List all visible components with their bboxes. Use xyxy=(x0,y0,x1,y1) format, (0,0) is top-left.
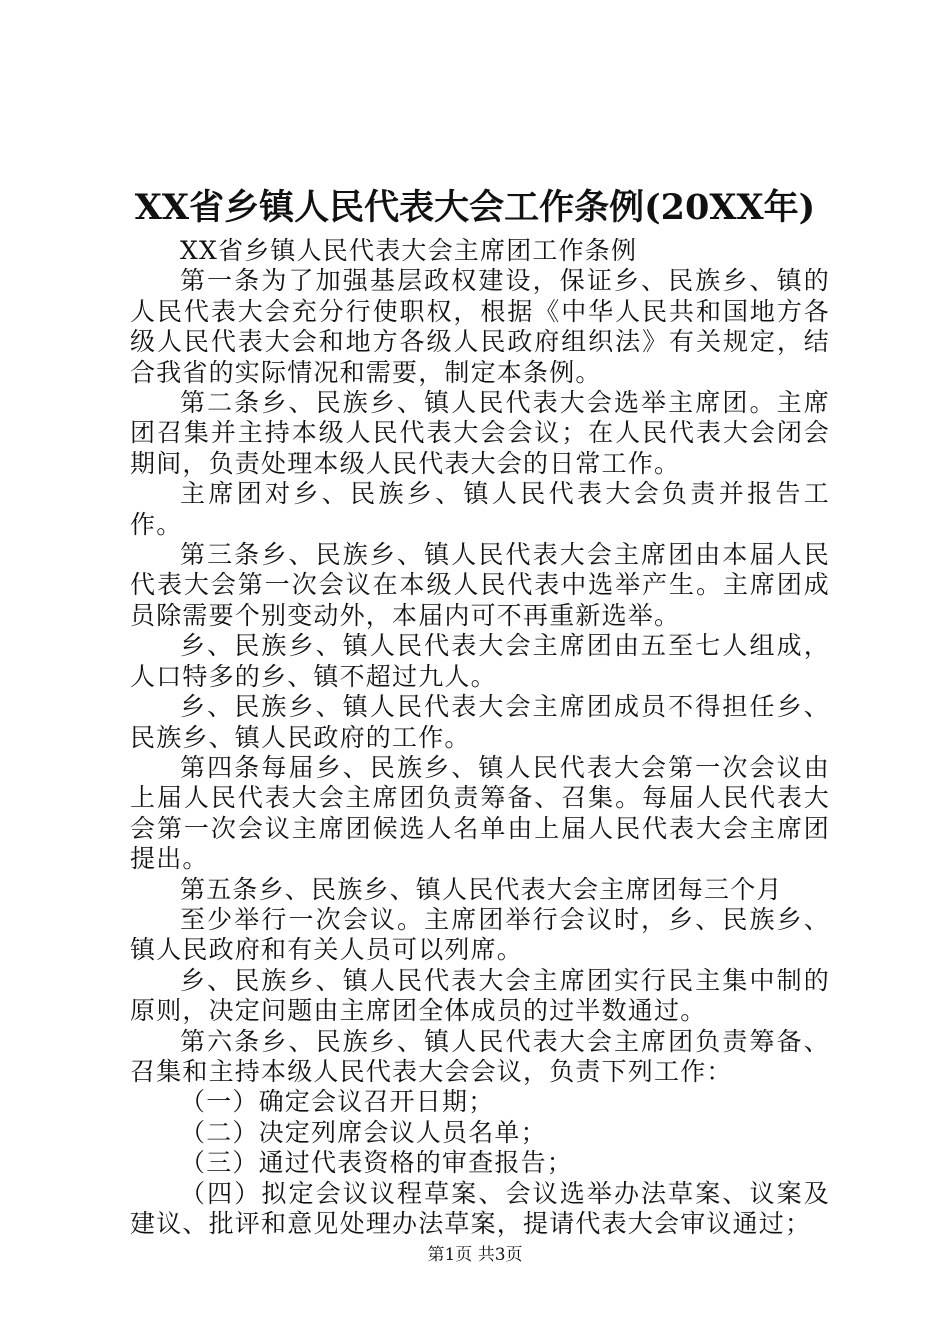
page-number-footer: 第1页 共3页 xyxy=(427,1245,523,1265)
article-3-clause-3-paragraph: 乡、民族乡、镇人民代表大会主席团成员不得担任乡、民族乡、镇人民政府的工作。 xyxy=(130,692,830,752)
document-body xyxy=(130,236,830,1239)
article-2-clause-paragraph: 主席团对乡、民族乡、镇人民代表大会负责并报告工作。 xyxy=(130,479,830,539)
article-6-paragraph: 第六条乡、民族乡、镇人民代表大会主席团负责筹备、召集和主持本级人民代表大会会议，负责下列工作： xyxy=(130,1026,830,1086)
document-title: XX省乡镇人民代表大会工作条例(20XX年) xyxy=(134,187,816,228)
subtitle-paragraph: XX省乡镇人民代表大会主席团工作条例 xyxy=(180,236,638,265)
article-5-paragraph: 第五条乡、民族乡、镇人民代表大会主席团每三个月 xyxy=(180,874,783,904)
article-5-continuation-paragraph: 至少举行一次会议。主席团举行会议时，乡、民族乡、镇人民政府和有关人员可以列席。 xyxy=(130,904,830,965)
article-4-paragraph: 第四条每届乡、民族乡、镇人民代表大会第一次会议由上届人民代表大会主席团负责筹备、召集。每届人民代表大会第一次会议主席团候选人名单由上届人民代表大会主席团提出。 xyxy=(130,752,830,874)
article-1-paragraph: 第一条为了加强基层政权建设，保证乡、民族乡、镇的人民代表大会充分行使职权，根据《中华人民共和国地方各级人民代表大会和地方各级人民政府组织法》有关规定，结合我省的实际情况和需要，制定本条例。 xyxy=(130,266,830,387)
article-2-paragraph: 第二条乡、民族乡、镇人民代表大会选举主席团。主席团召集并主持本级人民代表大会会议；在人民代表大会闭会期间，负责处理本级人民代表大会的日常工作。 xyxy=(130,388,830,478)
article-3-clause-2-paragraph: 乡、民族乡、镇人民代表大会主席团由五至七人组成，人口特多的乡、镇不超过九人。 xyxy=(130,631,830,691)
list-item-4: （四）拟定会议议程草案、会议选举办法草案、议案及建议、批评和意见处理办法草案，提请代表大会审议通过； xyxy=(130,1178,830,1238)
article-5-clause-2-paragraph: 乡、民族乡、镇人民代表大会主席团实行民主集中制的原则，决定问题由主席团全体成员的过半数通过。 xyxy=(130,965,830,1026)
list-item-1: （一）确定会议召开日期； xyxy=(180,1087,495,1117)
list-item-3: （三）通过代表资格的审查报告； xyxy=(180,1148,574,1178)
list-item-2: （二）决定列席会议人员名单； xyxy=(180,1117,547,1147)
article-3-paragraph: 第三条乡、民族乡、镇人民代表大会主席团由本届人民代表大会第一次会议在本级人民代表中选举产生。主席团成员除需要个别变动外，本届内可不再重新选举。 xyxy=(130,540,830,630)
